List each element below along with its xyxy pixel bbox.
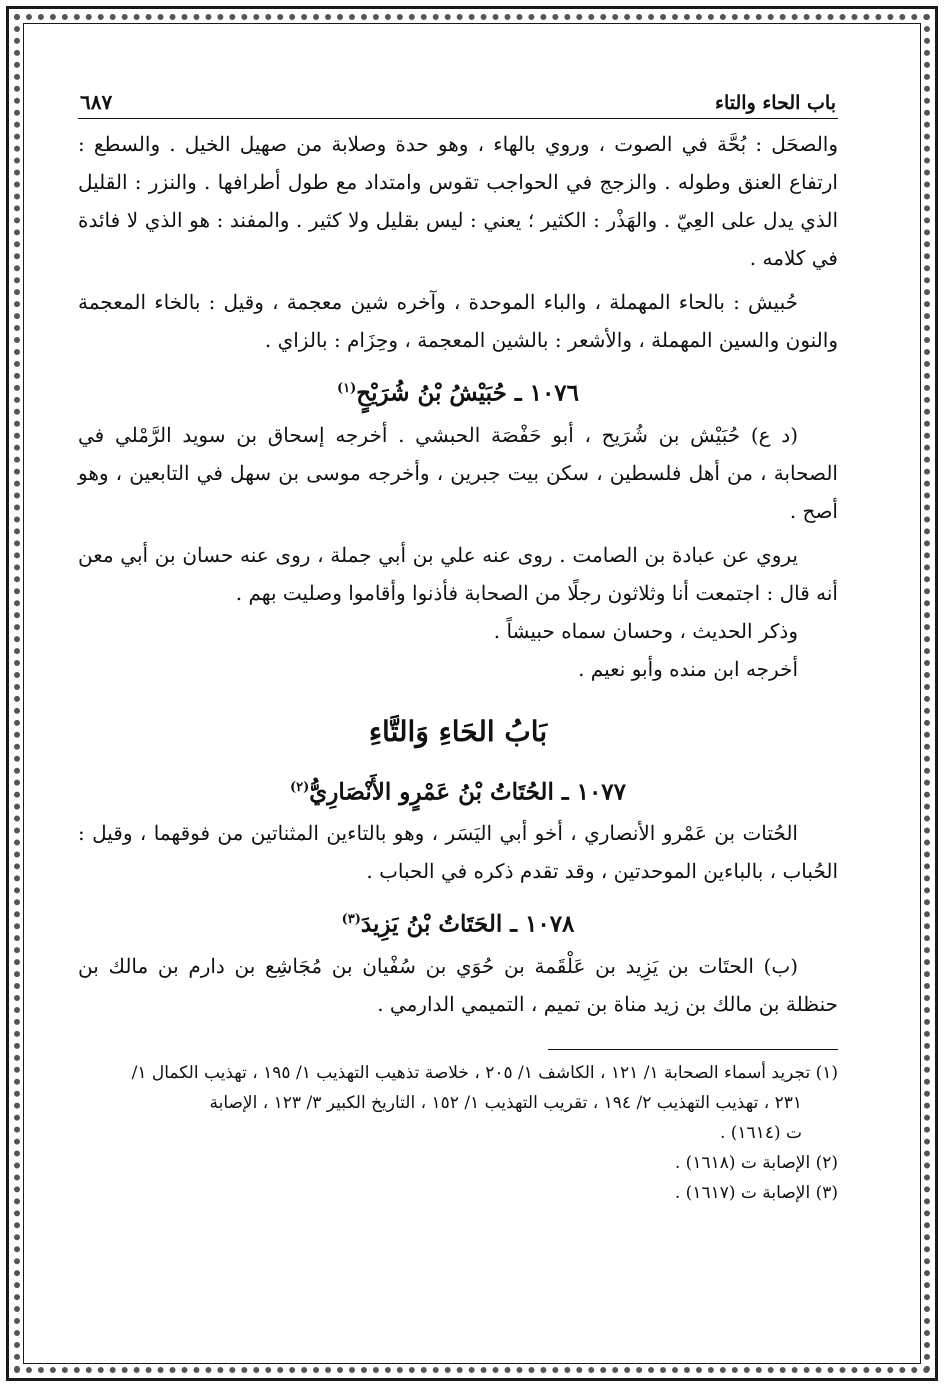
- entry-1078-para-1: (ب) الحتَات بن يَزِيد بن عَلْقَمة بن حُوَي بن سُفْيان بن مُجَاشِع بن دارم بن مالك بن حنظلة بن مالك بن زيد مناة بن تميم ، التميمي الدارمي .: [78, 953, 838, 1016]
- book-page: [78, 80, 838, 1208]
- entry-title-1076: ١٠٧٦ ـ حُبَيْشُ بْنُ شُرَيْحٍ: [356, 379, 580, 407]
- entry-1076-para-3: وذكر الحديث ، وحسان سماه حبيشاً .: [493, 618, 798, 643]
- entry-heading-1078: [78, 898, 838, 947]
- footnote-1-line-1: (١) تجريد أسماء الصحابة ١/ ١٢١ ، الكاشف ١/ ٢٠٥ ، خلاصة تذهيب التهذيب ١/ ١٩٥ ، تهذيب الكمال ١/: [131, 1062, 838, 1083]
- running-header: [78, 80, 838, 119]
- footnote-ref-2: (٢): [289, 779, 310, 795]
- footnotes: [78, 1058, 838, 1208]
- footnote-1-line-2: ٢٣١ ، تهذيب التهذيب ٢/ ١٩٤ ، تقريب التهذيب ١/ ١٥٢ ، التاريخ الكبير ٣/ ١٢٣ ، الإصابة: [209, 1092, 802, 1113]
- footnote-separator: [548, 1049, 838, 1050]
- footnote-ref-1: (١): [336, 381, 357, 396]
- footnote-3: (٣) الإصابة ت (١٦١٧) .: [674, 1182, 838, 1203]
- footnote-ref-3: (٣): [341, 912, 361, 928]
- entry-1076-para-2: يروي عن عبادة بن الصامت . روى عنه علي بن أبي جملة ، روى عنه حسان بن أبي معن أنه قال : اجتمعت أنا وثلاثون رجلًا من الصحابة فأذنوا وأقاموا وصليت بهم .: [78, 542, 838, 605]
- entry-1077-para-1: الحُتات بن عَمْرو الأنصاري ، أخو أبي اليَسَر ، وهو بالتاءين المثناتين من فوقهما ، وقيل : الحُباب ، بالباءين الموحدتين ، وقد تقدم ذكره في الحباب .: [78, 821, 838, 884]
- section-heading: بَابُ الحَاءِ وَالتَّاءِ: [368, 714, 548, 748]
- footnote-2: (٢) الإصابة ت (١٦١٨) .: [674, 1152, 838, 1173]
- entry-1076-para-4: أخرجه ابن منده وأبو نعيم .: [578, 656, 798, 681]
- entry-heading-1077: [78, 766, 838, 815]
- paragraph-glossary: والصحَل : بُحَّة في الصوت ، وروي بالهاء ، وهو حدة وصلابة من صهيل الخيل . والسطع : ارتفاع العنق وطوله . والزجج في الحواجب تقوس وامتداد مع طول أطرافها . والنزر : القليل الذي يدل على العِيّ . والهَذْر : الكثير ؛ يعني : ليس بقليل ولا كثير . والمفند : هو الذي لا فائدة في كلامه .: [78, 132, 838, 270]
- footnote-1-line-3: ت (١٦١٤) .: [719, 1122, 802, 1143]
- entry-1076-para-1: (د ع) حُبَيْش بن شُرَيح ، أبو حَفْصَة الحبشي . أخرجه إسحاق بن سويد الرَّمْلي في الصحابة ، من أهل فلسطين ، سكن بيت جبرين ، وأخرجه موسى بن سهل في التابعين ، وهو أصح .: [78, 422, 838, 523]
- running-title: باب الحاء والتاء: [715, 92, 836, 114]
- entry-title-1078: ١٠٧٨ ـ الحَتَاتُ بْنُ يَزِيدَ: [360, 910, 575, 938]
- entry-title-1077: ١٠٧٧ ـ الحُتَاتُ بْنُ عَمْرٍو الأَنْصَارِيُّ: [309, 778, 627, 806]
- entry-heading-1076: [78, 367, 838, 416]
- paragraph-names-note: حُبيش : بالحاء المهملة ، والباء الموحدة ، وآخره شين معجمة ، وقيل : بالخاء المعجمة والنون والسين المهملة ، والأشعر : بالشين المعجمة ، وحِزَام : بالزاي .: [78, 290, 838, 352]
- page-number: ٦٨٧: [80, 90, 113, 114]
